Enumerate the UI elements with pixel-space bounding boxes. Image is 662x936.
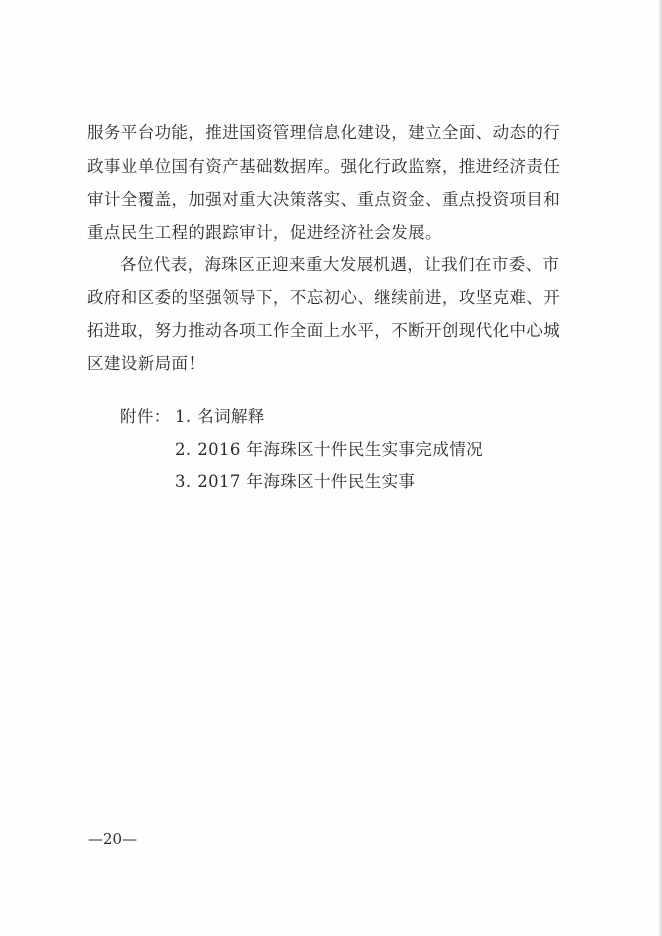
- body-line-4: 重点民生工程的跟踪审计，促进经济社会发展。: [87, 223, 442, 242]
- page-number: —20—: [88, 830, 138, 848]
- body-line-5: 各位代表，海珠区正迎来重大发展机遇，让我们在市委、市: [120, 255, 560, 274]
- attachments-label: 附件：: [120, 407, 171, 426]
- attachment-item-1: 1. 名词解释: [175, 407, 265, 426]
- body-line-3: 审计全覆盖，加强对重大决策落实、重点资金、重点投资项目和: [87, 190, 561, 209]
- body-line-6: 政府和区委的坚强领导下，不忘初心、继续前进，攻坚克难、开: [87, 288, 561, 307]
- body-line-1: 服务平台功能，推进国资管理信息化建设，建立全面、动态的行: [87, 123, 561, 142]
- body-line-7: 拓进取，努力推动各项工作全面上水平，不断开创现代化中心城: [87, 321, 561, 340]
- body-line-2: 政事业单位国有资产基础数据库。强化行政监察，推进经济责任: [87, 157, 561, 176]
- attachment-item-2: 2. 2016 年海珠区十件民生实事完成情况: [175, 440, 484, 459]
- attachment-item-3: 3. 2017 年海珠区十件民生实事: [175, 472, 416, 491]
- body-line-8: 区建设新局面！: [87, 354, 206, 373]
